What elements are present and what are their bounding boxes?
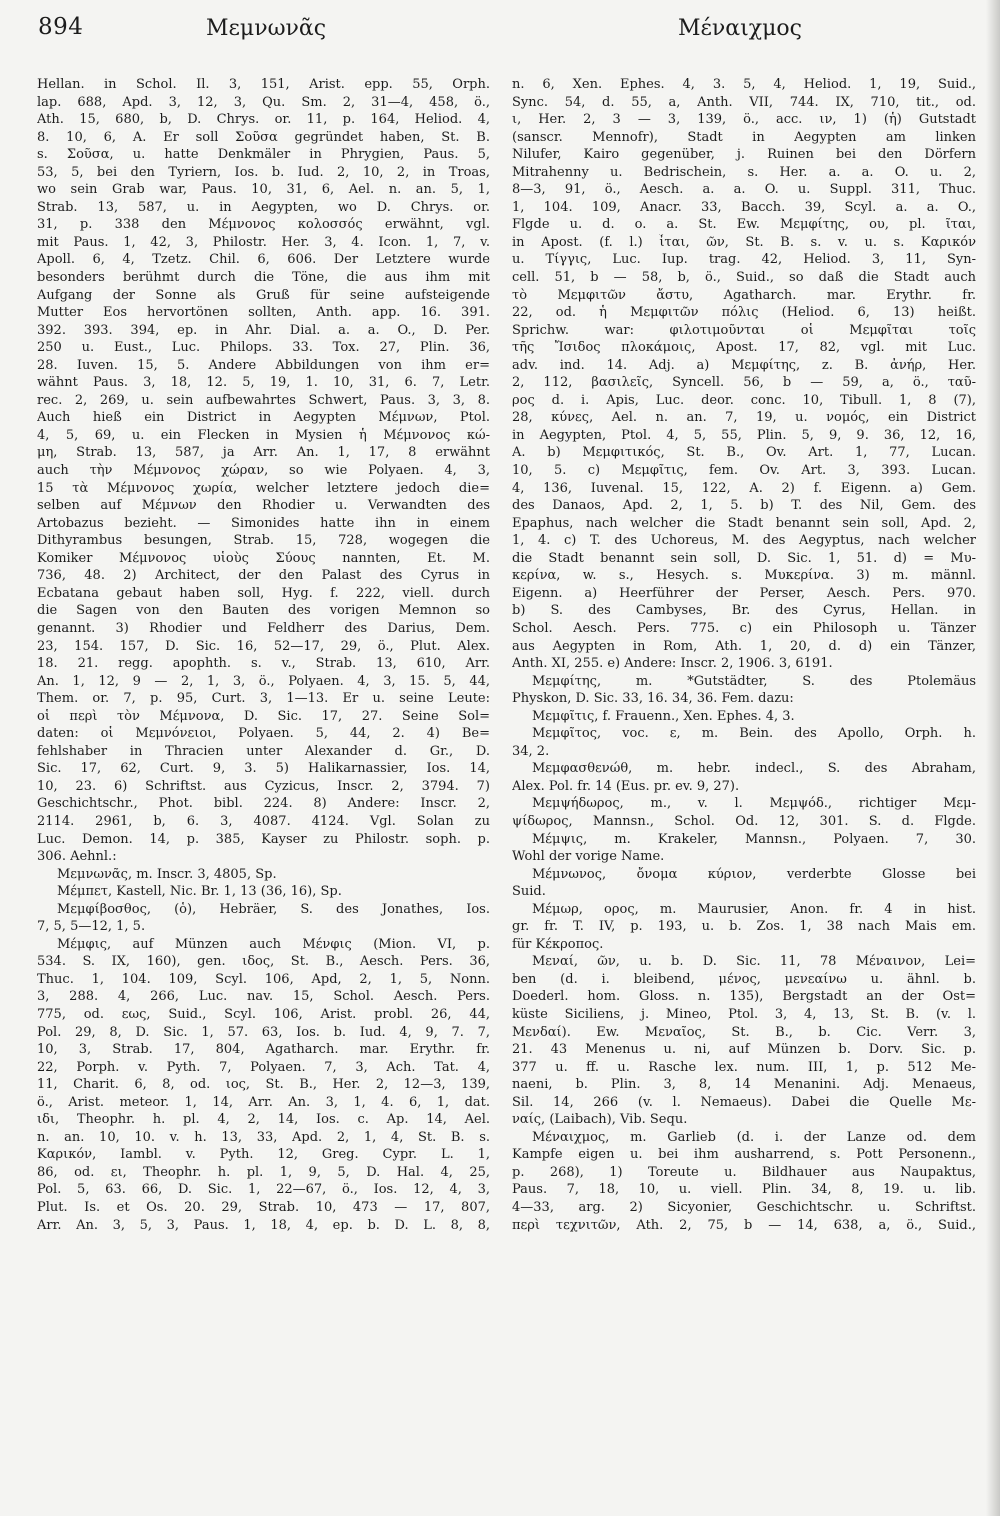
text-line: n. 6, Xen. Ephes. 4, 3. 5, 4, Heliod. 1, 19, Suid., (512, 77, 976, 92)
entry-headword-line: Μεμφῖτις, f. Frauenn., Xen. Ephes. 4, 3. (532, 708, 795, 724)
entry-headword-line: Μεμφῖτος, voc. ε, m. Bein. des Apollo, Orph. h. (532, 726, 976, 742)
text-line: 31, p. 338 den Μέμνονος κολοσσός erwähnt, vgl. (37, 217, 490, 233)
text-line: 377 u. ff. u. Rasche lex. num. III, 1, p. 512 Me- (512, 1059, 976, 1075)
text-line: 11, Charit. 6, 8, od. ιος, St. B., Her. 2, 12—3, 139, (37, 1077, 490, 1093)
text-line: wo sein Grab war, Paus. 10, 31, 6, Ael. n. an. 5, 1, (37, 182, 490, 198)
text-line: ι, Her. 2, 3 — 3, 139, ö., acc. ιν, 1) (ἡ) Gutstadt (512, 112, 976, 128)
text-line: 15 τὰ Μέμνονος χωρία, welcher letztere jedoch die= (37, 480, 490, 496)
text-line: cell. 51, b — 58, b, ö., Suid., so daß die Stadt auch (512, 270, 976, 286)
text-line: 10, 3, Strab. 17, 804, Agatharch. mar. Erythr. fr. (37, 1042, 490, 1058)
right-column (512, 76, 976, 1234)
entry-headword-line: Μέμφις, auf Münzen auch Μένφις (Mion. VI, p. (57, 936, 490, 952)
text-line: 4—33, arg. 2) Sicyonier, Geschichtschr. u. Schriftst. (512, 1200, 976, 1215)
text-line: A. b) Μεμφιτικός, St. B., Ov. Art. 1, 77, Lucan. (512, 445, 976, 461)
text-line: Sync. 54, d. 55, a, Anth. VII, 744. IX, 710, tit., od. (512, 94, 976, 110)
text-line: Alex. Pol. fr. 14 (Eus. pr. ev. 9, 27). (512, 778, 740, 794)
text-line: Sprichw. war: φιλοτιμοῦνται οἱ Μεμφῖται τοῖς (512, 322, 976, 338)
text-line: Ath. 15, 680, b, D. Chrys. or. 11, p. 164, Heliod. 4, (37, 112, 490, 128)
text-line: die Sagen von den Bauten des vorigen Memnon so (37, 603, 490, 619)
text-line: lap. 688, Apd. 3, 12, 3, Qu. Sm. 2, 31—4, 458, ö., (37, 94, 490, 110)
entry-headword-line: Μεναί, ῶν, u. b. D. Sic. 11, 78 Μέναινον, Lei= (532, 954, 976, 970)
left-column (37, 76, 490, 1234)
entry-headword-line: Μέμωρ, ορος, m. Maurusier, Anon. fr. 4 in hist. (532, 901, 976, 917)
entry-headword-line: Μέναιχμος, m. Garlieb (d. i. der Lanze od. dem (532, 1129, 976, 1145)
text-line: 34, 2. (512, 743, 550, 759)
text-line: aus Aegypten in Rom, Ath. 1, 20, d. d) ein Tänzer, (512, 638, 976, 654)
text-line: des Danaos, Apd. 2, 1, 5. b) T. des Nil, Gem. des (512, 498, 976, 514)
text-line: 4, 5, 69, u. ein Flecken in Mysien ἡ Μέμνονος κώ- (37, 427, 490, 443)
text-line: Arr. An. 3, 5, 3, Paus. 1, 18, 4, ep. b. D. L. 8, 8, (37, 1217, 490, 1233)
text-line: 28, κύνες, Ael. n. an. 7, 19, u. νομός, ein District (512, 410, 976, 426)
text-line: adv. ind. 14. Adj. a) Μεμφίτης, z. B. ἀνήρ, Her. (512, 357, 976, 373)
text-line: Strab. 13, 587, u. in Aegypten, wo D. Chrys. or. (37, 199, 490, 215)
text-line: 3, 288. 4, 266, Luc. nav. 15, Schol. Aesch. Pers. (37, 989, 490, 1005)
text-line: 22, od. ἡ Μεμφιτῶν πόλις (Heliod. 6, 13) heißt. (512, 305, 976, 321)
text-line: 2114. 2961, b, 6. 3, 4087. 4124. Vgl. Solan zu (37, 813, 490, 829)
text-line: An. 1, 12, 9 — 2, 1, 3, ö., Polyaen. 4, 3, 15. 5, 44, (37, 673, 490, 689)
text-line: 1, 4. c) T. des Uchoreus, M. des Aegyptus, nach welcher (512, 533, 976, 549)
text-line: naeni, b. Plin. 3, 8, 14 Menanini. Adj. Menaeus, (512, 1077, 976, 1093)
text-line: (sanscr. Mennofr), Stadt in Aegypten am linken (512, 129, 976, 145)
text-line: 21. 43 Menenus u. ni, auf Münzen b. Dorv. Sic. p. (512, 1042, 976, 1058)
entry-headword-line: Μεμφασθενώθ, m. hebr. indecl., S. des Abraham, (532, 761, 976, 777)
text-line: in Aegypten, Ptol. 4, 5, 55, Plin. 5, 9, 9. 36, 12, 16, (512, 427, 976, 443)
text-line: τῆς Ἴσιδος πλοκάμοις, Apost. 17, 82, vgl. mit Luc. (512, 340, 976, 356)
entry-headword-line: Μέμψις, m. Krakeler, Mannsn., Polyaen. 7, 30. (532, 831, 976, 847)
text-line: 392. 393. 394, ep. in Ahr. Dial. a. a. O., D. Per. (37, 322, 490, 338)
text-line: Hellan. in Schol. Il. 3, 151, Arist. epp. 55, Orph. (37, 77, 490, 92)
running-head-right: Μέναιχμος (678, 16, 802, 41)
text-line: 736, 48. 2) Architect, der den Palast des Cyrus in (37, 568, 490, 584)
text-line: 53, 5, bei den Tyriern, Ios. b. Iud. 2, 10, 2, in Troas, (37, 164, 490, 180)
text-line: in Apost. (f. l.) ἶται, ῶν, St. B. s. v. u. s. Καρικόν (512, 234, 976, 250)
text-line: für Κέκροπος. (512, 936, 604, 952)
text-line: küste Siciliens, j. Mineo, Ptol. 3, 4, 13, St. B. (v. l. (512, 1006, 976, 1022)
text-line: die Stadt benannt sein soll, D. Sic. 1, 51. d) = Μυ- (512, 550, 976, 566)
text-line: Μενδαί). Ew. Μεναῖος, St. B., b. Cic. Verr. 3, (512, 1024, 976, 1040)
text-line: Luc. Demon. 14, p. 385, Kayser zu Philostr. soph. p. (37, 831, 490, 847)
entry-headword-line: Μεμψήδωρος, m., v. l. Μεμψόδ., richtiger Μεμ- (532, 796, 976, 812)
text-line: 86, od. ει, Theophr. h. pl. 1, 9, 5, D. Hal. 4, 25, (37, 1164, 490, 1180)
text-line: Them. or. 7, p. 95, Curt. 3, 1—13. Er u. seine Leute: (37, 691, 490, 707)
text-line: Apoll. 6, 4, Tzetz. Chil. 6, 606. Der Letztere wurde (37, 252, 490, 268)
entry-headword-line: Μεμφίτης, m. *Gutstädter, S. des Ptolemäus (532, 673, 976, 689)
text-line: ψίδωρος, Mannsn., Schol. Od. 12, 301. S. d. Flgde. (512, 813, 976, 829)
text-line: n. an. 10, 10. v. h. 13, 33, Apd. 2, 1, 4, St. B. s. (37, 1129, 490, 1145)
entry-headword-line: Μεμφίβοσθος, (ὁ), Hebräer, S. des Jonathes, Ios. (57, 901, 490, 917)
text-line: Epaphus, nach welcher die Stadt benannt sein soll, Apd. 2, (512, 515, 976, 531)
text-line: ρος d. i. Apis, Luc. deor. conc. 10, Tibull. 1, 8 (7), (512, 392, 976, 408)
text-line: 8—3, 91, ö., Aesch. a. a. O. u. Suppl. 311, Thuc. (512, 182, 976, 198)
text-line: Eigenn. a) Heerführer der Perser, Aesch. Pers. 970. (512, 585, 976, 601)
text-line: περὶ τεχνιτῶν, Ath. 2, 75, b — 14, 638, a, ö., Suid., (512, 1217, 976, 1233)
text-line: 8. 10, 6, A. Er soll Σοῦσα gegründet haben, St. B. (37, 129, 490, 145)
text-line: Physkon, D. Sic. 33, 16. 34, 36. Fem. dazu: (512, 691, 794, 707)
text-line: 1, 104. 109, Anacr. 33, Bacch. 39, Scyl. a. a. O., (512, 199, 976, 215)
text-line: Artobazus bezieht. — Simonides hatte ihn in einem (37, 515, 490, 531)
text-line: rec. 2, 269, u. sein aufbewahrtes Schwert, Paus. 3, 3, 8. (37, 392, 490, 408)
text-line: 28. Iuven. 15, 5. Andere Abbildungen von ihm er= (37, 357, 490, 373)
text-line: 2, 112, βασιλεῖς, Syncell. 56, b — 59, a, ö., ταῦ- (512, 375, 976, 391)
text-line: Pol. 29, 8, D. Sic. 1, 57. 63, Ios. b. Iud. 4, 9, 7. 7, (37, 1024, 490, 1040)
text-line: wähnt Paus. 3, 18, 12. 5, 19, 1. 10, 31, 6. 7, Letr. (37, 375, 490, 391)
text-line: Nilufer, Kairo gegenüber, j. Ruinen bei den Dörfern (512, 147, 976, 163)
text-line: Kampfe eigen u. bei ihm ausharrend, s. Pott Personenn., (512, 1147, 976, 1163)
text-line: genannt. 3) Rhodier und Feldherr des Darius, Dem. (37, 620, 490, 636)
text-line: s. Σοῦσα, u. hatte Denkmäler in Phrygien, Paus. 5, (37, 147, 490, 163)
text-line: b) S. des Cambyses, Br. des Cyrus, Hellan. in (512, 603, 976, 619)
text-line: Flgde u. d. o. a. St. Ew. Μεμφίτης, ου, pl. ῖται, (512, 217, 976, 233)
text-line: Paus. 7, 18, 10, u. viell. Plin. 34, 8, 19. u. lib. (512, 1182, 976, 1198)
text-line: Doederl. hom. Gloss. n. 135), Bergstadt an der Ost= (512, 989, 976, 1005)
text-line: u. Τίγγις, Luc. Iup. trag. 42, Heliod. 3, 11, Syn- (512, 252, 976, 268)
text-line: Καρικόν, Iambl. v. Pyth. 12, Greg. Cypr. L. 1, (37, 1147, 490, 1163)
text-line: 534. S. IX, 160), gen. ιδος, St. B., Aesch. Pers. 36, (37, 954, 490, 970)
text-line: Schol. Aesch. Pers. 775. c) ein Philosoph u. Tänzer (512, 620, 976, 636)
text-line: 23, 154. 157, D. Sic. 16, 52—17, 29, ö., Plut. Alex. (37, 638, 490, 654)
page-edge-shadow (986, 0, 1000, 1516)
text-line: Komiker Μέμνονος υἱοὺς Σύους nannten, Et. M. (37, 550, 490, 566)
text-line: Thuc. 1, 104. 109, Scyl. 106, Apd, 2, 1, 5, Nonn. (37, 971, 490, 987)
text-line: gr. fr. T. IV, p. 193, u. b. Zos. 1, 38 nach Mais em. (512, 919, 976, 935)
page-number: 894 (38, 14, 84, 40)
text-line: 22, Porph. v. Pyth. 7, Polyaen. 7, 3, Ach. Tat. 4, (37, 1059, 490, 1075)
text-line: 7, 5, 5—12, 1, 5. (37, 919, 146, 935)
text-line: daten: οἱ Μεμνόνειοι, Polyaen. 5, 44, 2. 4) Be= (37, 726, 490, 742)
entry-headword-line: Μέμπετ, Kastell, Nic. Br. 1, 13 (36, 16), Sp. (57, 884, 342, 900)
text-line: ben (d. i. bleibend, μένος, μενεαίνω u. ähnl. b. (512, 971, 976, 987)
text-line: κερίνα, w. s., Hesych. s. Μυκερίνα. 3) m. männl. (512, 568, 976, 584)
text-line: Suid. (512, 884, 546, 900)
entry-headword-line: Μεμνωνᾶς, m. Inscr. 3, 4805, Sp. (57, 866, 277, 882)
text-line: 306. Aehnl.: (37, 849, 117, 865)
text-line: selben auf Μέμνων den Rhodier u. Verwandten des (37, 498, 490, 514)
text-line: Sil. 14, 266 (v. l. Nemaeus). Dabei die Quelle Με- (512, 1094, 976, 1110)
text-line: Mitrahenny u. Bedrischein, s. Her. a. a. O. u. 2, (512, 164, 976, 180)
text-line: 775, od. εως, Suid., Scyl. 106, Arist. probl. 26, 44, (37, 1006, 490, 1022)
text-line: Ecbatana gebaut haben soll, Hyg. f. 222, viell. durch (37, 585, 490, 601)
text-line: μη, Strab. 13, 587, ja Arr. An. 1, 17, 8 erwähnt (37, 445, 490, 461)
text-line: besonders berühmt durch die Töne, die aus ihm mit (37, 270, 490, 286)
text-line: ναίς, (Laibach), Vib. Sequ. (512, 1112, 688, 1128)
text-line: 10, 5. c) Μεμφῖτις, fem. Ov. Art. 3, 393. Lucan. (512, 463, 976, 479)
text-line: 18. 21. regg. apophth. s. v., Strab. 13, 610, Arr. (37, 656, 490, 672)
text-line: 250 u. Eust., Luc. Philops. 33. Tox. 27, Plin. 36, (37, 340, 490, 356)
text-line: 4, 136, Iuvenal. 15, 122, A. 2) f. Eigenn. a) Gem. (512, 480, 976, 496)
text-line: p. 268), 1) Toreute u. Bildhauer aus Naupaktus, (512, 1164, 976, 1180)
text-line: Pol. 5, 63. 66, D. Sic. 1, 22—67, ö., Ios. 12, 4, 3, (37, 1182, 490, 1198)
text-line: Plut. Is. et Os. 20. 29, Strab. 10, 473 — 17, 807, (37, 1200, 490, 1215)
text-line: ö., Arist. meteor. 1, 14, Arr. An. 3, 1, 4. 6, 1, dat. (37, 1094, 490, 1110)
text-line: mit Paus. 1, 42, 3, Philostr. Her. 3, 4. Icon. 1, 7, v. (37, 234, 490, 250)
text-line: fehlshaber in Thracien unter Alexander d. Gr., D. (37, 743, 490, 759)
text-line: Geschichtschr., Phot. bibl. 224. 8) Andere: Inscr. 2, (37, 796, 490, 812)
text-line: τὸ Μεμφιτῶν ἄστυ, Agatharch. mar. Erythr. fr. (512, 287, 976, 303)
text-line: ιδι, Theophr. h. pl. 4, 2, 14, Ios. c. Ap. 14, Ael. (37, 1112, 490, 1128)
text-line: Wohl der vorige Name. (512, 849, 665, 865)
text-line: Dithyrambus besungen, Strab. 15, 728, wogegen die (37, 533, 490, 549)
entry-headword-line: Μέμνωνος, ὄνομα κύριον, verderbte Glosse bei (532, 866, 976, 882)
text-line: οἱ περὶ τὸν Μέμνονα, D. Sic. 17, 27. Seine Sol= (37, 708, 490, 724)
running-head-left: Μεμνωνᾶς (206, 16, 327, 41)
text-line: Auch hieß ein District in Aegypten Μέμνων, Ptol. (37, 410, 490, 426)
text-line: Mutter Eos hervortönen sollten, Anth. app. 16. 391. (37, 305, 490, 321)
text-line: Anth. XI, 255. e) Andere: Inscr. 2, 1906. 3, 6191. (512, 656, 833, 672)
text-line: auch τὴν Μέμνονος χώραν, so wie Polyaen. 4, 3, (37, 463, 490, 479)
text-line: Aufgang der Sonne als Gruß für seine aufsteigende (37, 287, 490, 303)
text-line: 10, 23. 6) Schriftst. aus Cyzicus, Inscr. 2, 3794. 7) (37, 778, 490, 794)
text-line: Sic. 17, 62, Curt. 9, 3. 5) Halikarnassier, Ios. 14, (37, 761, 490, 777)
